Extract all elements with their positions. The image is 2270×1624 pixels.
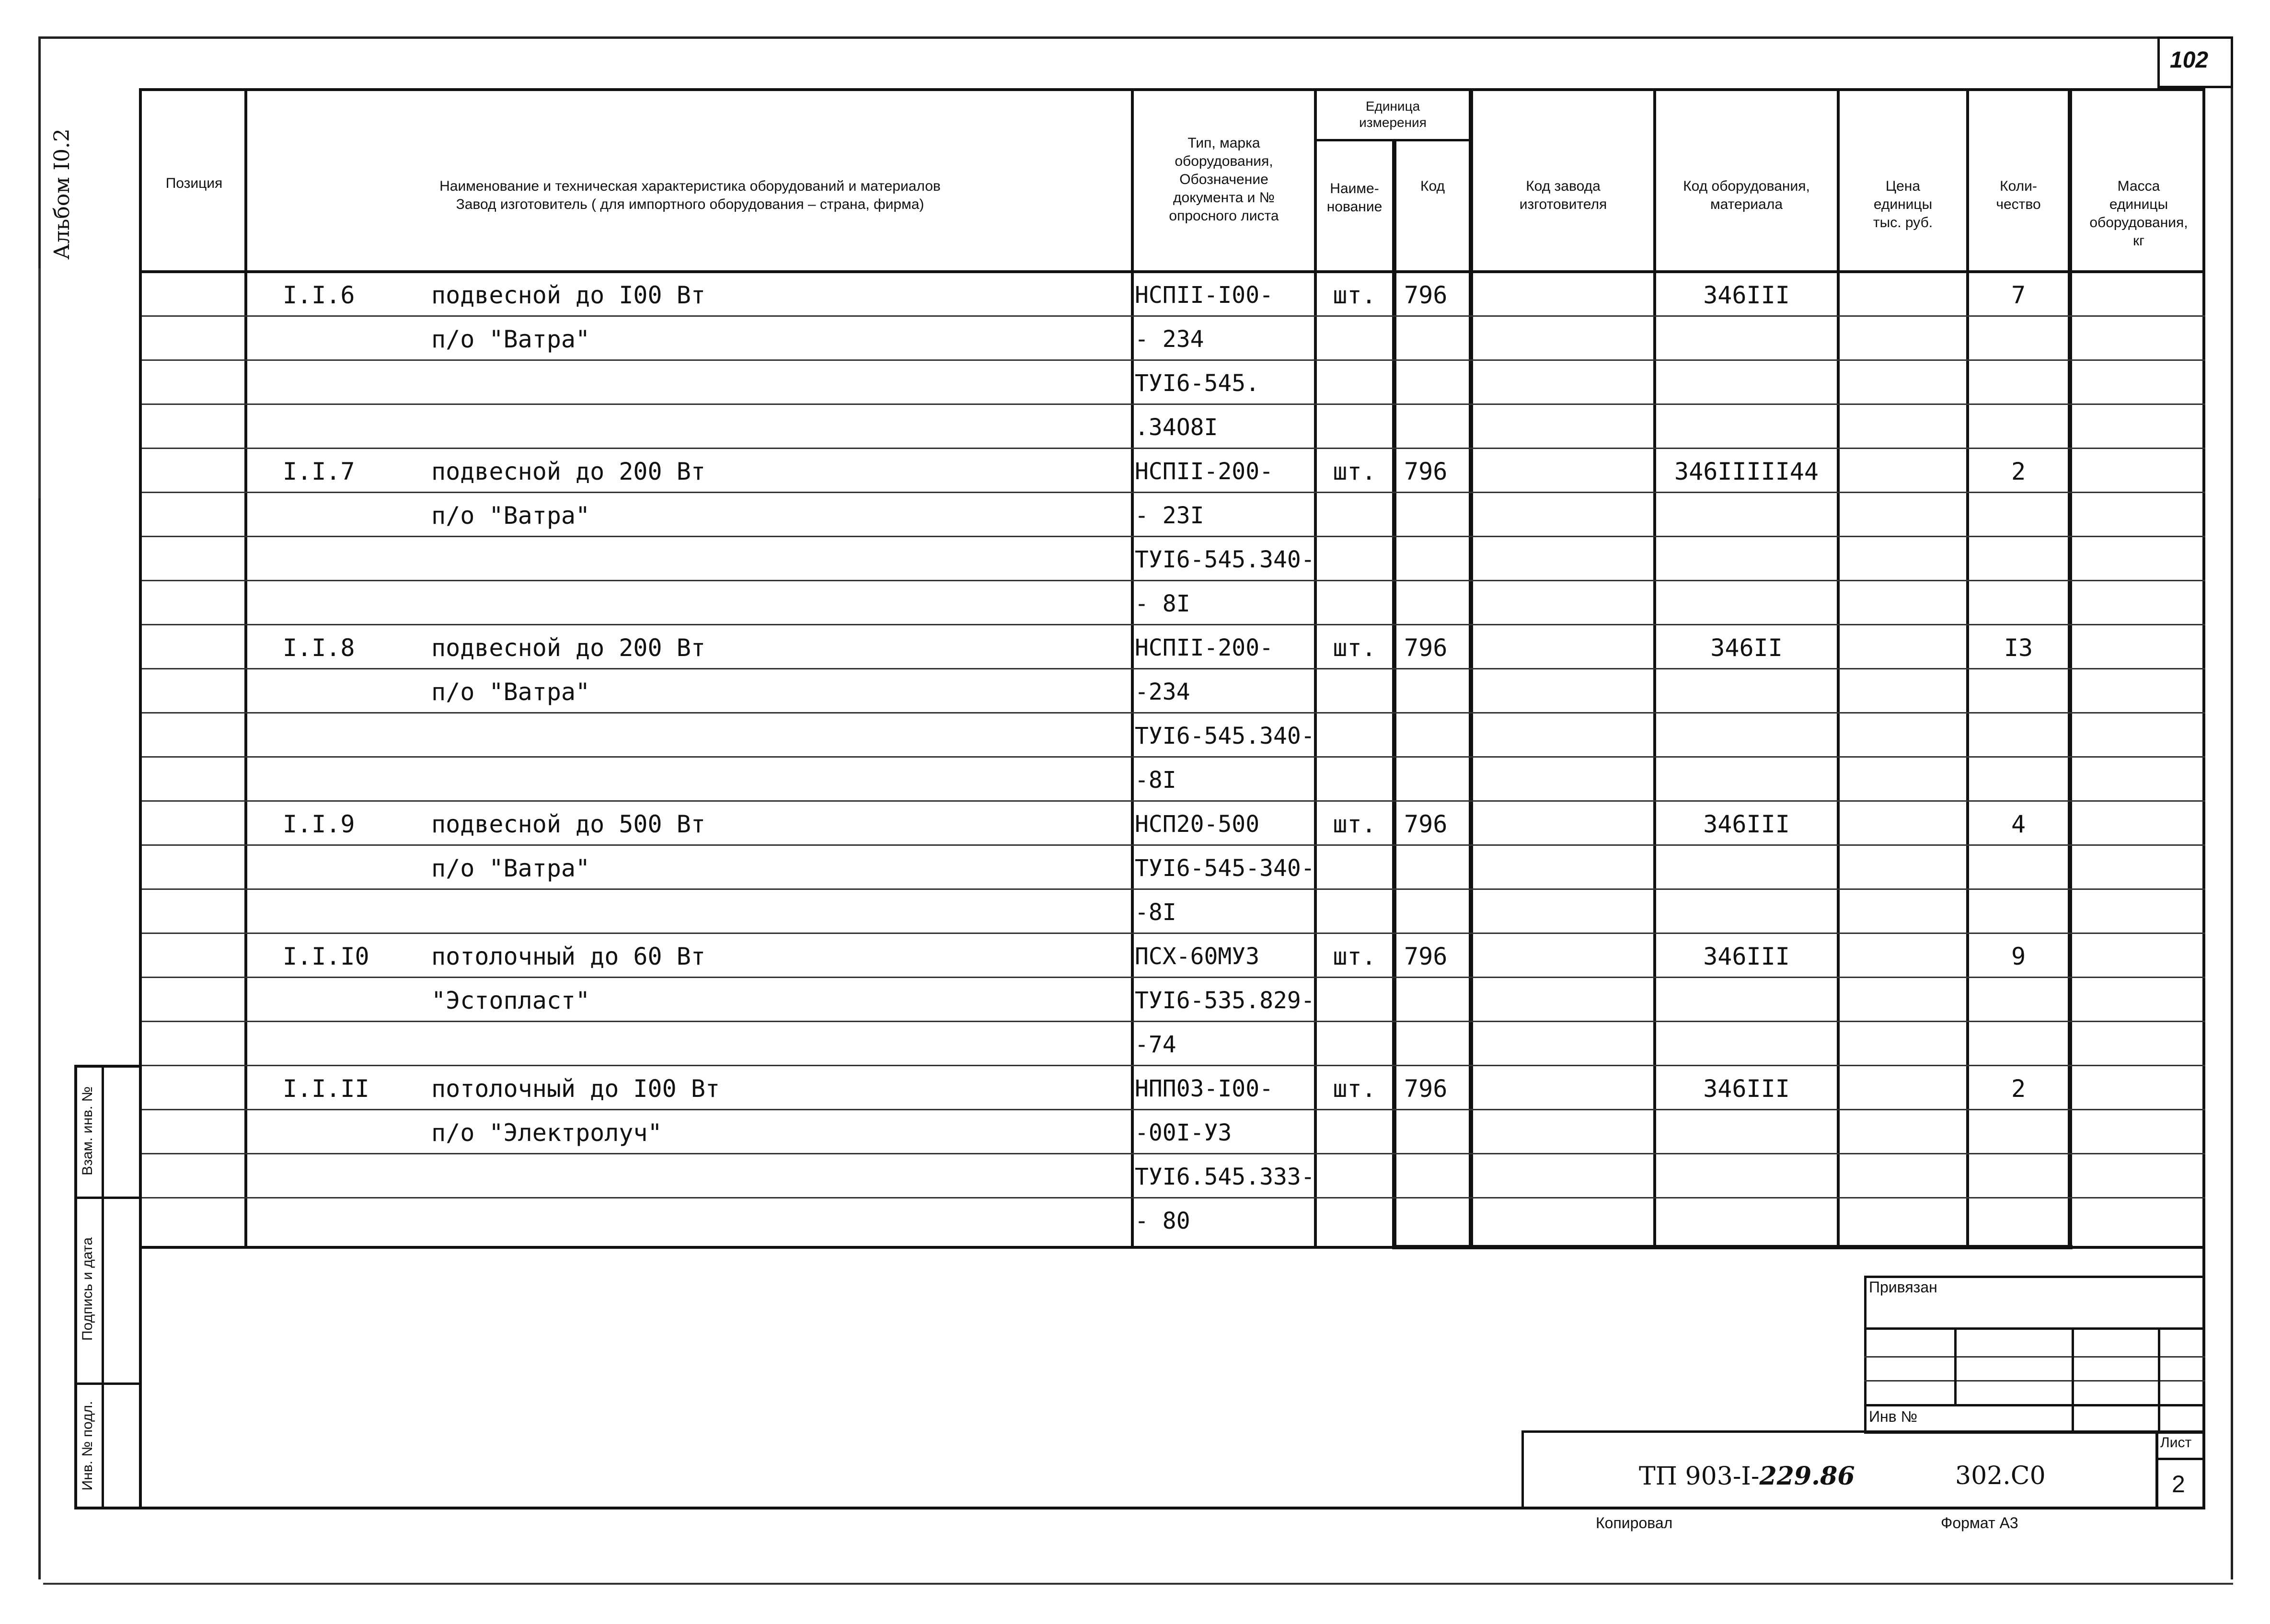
bottom-trim-line — [43, 1583, 2233, 1585]
stamp-replaced-inv: Взам. инв. № — [80, 1086, 95, 1175]
cell-qty: I3 — [2004, 634, 2033, 662]
cell-type: -234 — [1135, 679, 1190, 705]
row-line — [142, 800, 2205, 802]
page-number: 102 — [2170, 47, 2209, 73]
cell-qty: 7 — [2011, 281, 2026, 309]
cell-unit: шт. — [1333, 634, 1376, 662]
row-line — [142, 933, 2205, 934]
cell-name: п/о "Ватра" — [431, 502, 590, 530]
doc-code — [1639, 1462, 1855, 1491]
cell-code: 796 — [1404, 634, 1448, 662]
header-position: Позиция — [165, 175, 223, 191]
title-box — [1521, 1430, 2205, 1509]
copied-label: Копировал — [1596, 1514, 1673, 1532]
header-bottom-line — [139, 270, 2205, 273]
cell-type: -00I-УЗ — [1135, 1119, 1232, 1146]
bound-vline-1 — [1954, 1327, 1957, 1404]
bound-label: Привязан — [1869, 1278, 1937, 1296]
stamp-signature-date: Подпись и дата — [80, 1237, 95, 1341]
cell-name: подвесной до 200 Вт — [431, 634, 705, 662]
row-line — [142, 315, 2205, 317]
cell-unit: шт. — [1333, 458, 1376, 485]
cell-type: ТУI6-535.829- — [1135, 987, 1315, 1014]
row-line — [142, 359, 2205, 361]
cell-type: .34О8I — [1135, 414, 1218, 441]
cell-qty: 2 — [2011, 1075, 2026, 1103]
cell-pos: I.I.II — [283, 1075, 369, 1103]
bound-line-4 — [1864, 1404, 2205, 1406]
cell-equip: 346IIIII44 — [1674, 458, 1819, 485]
cell-code: 796 — [1404, 281, 1448, 309]
row-line — [142, 1109, 2205, 1110]
row-line — [142, 668, 2205, 669]
cell-equip: 346II — [1710, 634, 1783, 662]
row-line — [142, 624, 2205, 625]
cell-type: НСПII-200- — [1135, 634, 1273, 661]
cell-name: п/о "Ватра" — [431, 678, 590, 706]
sheet-vline — [2155, 1430, 2158, 1509]
row-line — [142, 1153, 2205, 1154]
cell-pos: I.I.I0 — [283, 943, 369, 970]
cell-name: потолочный до 60 Вт — [431, 943, 705, 970]
row-line — [142, 756, 2205, 758]
cell-code: 796 — [1404, 458, 1448, 485]
cell-name: п/о "Ватра" — [431, 325, 590, 353]
cell-type: - 8I — [1135, 590, 1190, 617]
row-line — [142, 844, 2205, 846]
cell-type: ТУI6-545.340- — [1135, 546, 1315, 573]
row-line — [142, 448, 2205, 449]
header-price: Цена единицы тыс. руб. — [1873, 178, 1933, 230]
doc-code-print: ТП 903-I- — [1639, 1462, 1760, 1491]
stamp-line-1 — [74, 1197, 142, 1199]
sheet-label: Лист — [2160, 1435, 2192, 1451]
unit-header-split — [1314, 139, 1469, 141]
cell-unit: шт. — [1333, 1075, 1376, 1103]
cell-name: п/о "Ватра" — [431, 854, 590, 882]
stamp-original-inv: Инв. № подл. — [80, 1401, 95, 1491]
header-name: Наименование и техническая характеристика оборудований и материалов Завод изготовитель ( для импортного оборудования – страна, фирма) — [439, 178, 941, 212]
row-line — [142, 1065, 2205, 1066]
cell-type: ПСХ-60МУЗ — [1135, 943, 1260, 970]
cell-pos: I.I.7 — [283, 458, 355, 485]
row-line — [142, 492, 2205, 493]
bound-vline-3 — [2158, 1327, 2160, 1434]
cell-type: - 234 — [1135, 326, 1204, 353]
cell-equip: 346III — [1703, 943, 1790, 970]
left-margin-mark — [38, 268, 40, 498]
bound-line-2 — [1864, 1356, 2205, 1358]
cell-type: -8I — [1135, 767, 1176, 794]
cell-name: подвесной до 500 Вт — [431, 810, 705, 838]
bound-vline-2 — [2072, 1327, 2074, 1434]
cell-name: "Эстопласт" — [431, 987, 590, 1014]
cell-equip: 346III — [1703, 281, 1790, 309]
cell-type: - 23I — [1135, 502, 1204, 529]
cell-type: ТУI6-545-340- — [1135, 855, 1315, 882]
row-line — [142, 403, 2205, 405]
cell-type: НСПII-200- — [1135, 458, 1273, 485]
cell-code: 796 — [1404, 943, 1448, 970]
header-qty: Коли- чество — [1996, 178, 2041, 212]
header-type: Тип, марка оборудования, Обозначение документа и № опросного листа — [1169, 135, 1279, 224]
cell-qty: 4 — [2011, 810, 2026, 838]
cell-type: НСП20-500 — [1135, 811, 1260, 838]
cell-code: 796 — [1404, 810, 1448, 838]
doc-code-hand: 229.86 — [1759, 1462, 1855, 1491]
bound-line-1 — [1864, 1327, 2205, 1330]
cell-pos: I.I.8 — [283, 634, 355, 662]
cell-name: потолочный до I00 Вт — [431, 1075, 720, 1103]
album-label: Альбом I0.2 — [50, 128, 74, 260]
row-line — [142, 536, 2205, 537]
cell-type: -74 — [1135, 1031, 1176, 1058]
format-label: Формат А3 — [1941, 1514, 2018, 1532]
row-line — [142, 712, 2205, 714]
cell-unit: шт. — [1333, 943, 1376, 970]
cell-qty: 9 — [2011, 943, 2026, 970]
cell-type: НПП03-I00- — [1135, 1075, 1273, 1102]
cell-name: подвесной до I00 Вт — [431, 281, 705, 309]
cell-type: ТУI6-545.340- — [1135, 723, 1315, 749]
stamp-line-2 — [74, 1382, 142, 1385]
header-equip-code: Код оборудования, материала — [1683, 178, 1810, 212]
cell-pos: I.I.6 — [283, 281, 355, 309]
cell-type: - 80 — [1135, 1208, 1190, 1234]
cell-name: п/о "Электролуч" — [431, 1119, 662, 1147]
row-line — [142, 1021, 2205, 1022]
cell-qty: 2 — [2011, 458, 2026, 485]
cell-equip: 346III — [1703, 1075, 1790, 1103]
cell-name: подвесной до 200 Вт — [431, 458, 705, 485]
inv-label: Инв № — [1869, 1408, 1917, 1425]
cell-unit: шт. — [1333, 810, 1376, 838]
header-unit: Единица измерения — [1359, 99, 1427, 130]
header-plant-code: Код завода изготовителя — [1519, 178, 1607, 212]
row-line — [142, 1197, 2205, 1198]
bound-line-3 — [1864, 1380, 2205, 1382]
row-line — [142, 888, 2205, 890]
cell-type: НСПII-I00- — [1135, 282, 1273, 309]
cell-type: ТУI6.545.333- — [1135, 1163, 1315, 1190]
cell-code: 796 — [1404, 1075, 1448, 1103]
row-line — [142, 977, 2205, 978]
cell-equip: 346III — [1703, 810, 1790, 838]
cell-unit: шт. — [1333, 281, 1376, 309]
stamp-divider — [102, 1065, 104, 1509]
unit-code-bottom — [1392, 1245, 2073, 1249]
header-mass: Масса единицы оборудования, кг — [2089, 178, 2188, 249]
cell-pos: I.I.9 — [283, 810, 355, 838]
col-line-unit-code — [1392, 139, 1396, 1248]
cell-type: ТУI6-545. — [1135, 370, 1260, 397]
sheet-hline — [2155, 1458, 2205, 1460]
header-unit-name: Наиме- нование — [1326, 181, 1383, 215]
doc-section: 302.С0 — [1955, 1462, 2046, 1490]
row-line — [142, 580, 2205, 581]
cell-type: -8I — [1135, 899, 1176, 926]
header-unit-code: Код — [1420, 178, 1445, 194]
sheet-number: 2 — [2172, 1471, 2185, 1497]
